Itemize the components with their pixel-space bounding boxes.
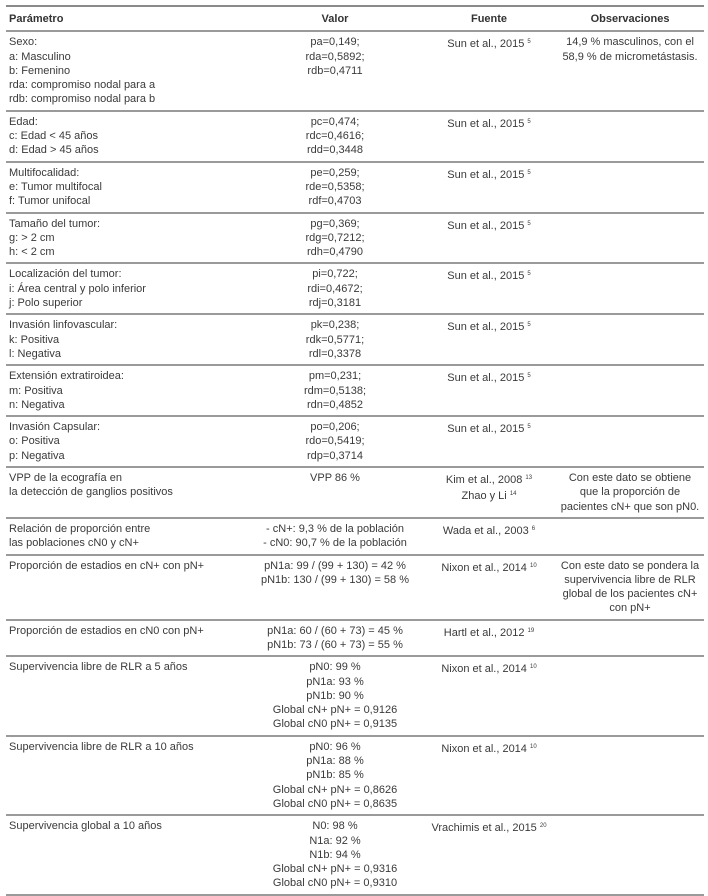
table-row — [6, 263, 704, 314]
value-cell-line: rdk=0,5771; — [305, 333, 365, 346]
observations-cell-line: 58,9 % de micrometástasis. — [562, 50, 698, 63]
source-text: Nixon et al., 2014 — [441, 742, 527, 755]
value-cell-line: N1a: 92 % — [309, 834, 361, 847]
source-text: Sun et al., 2015 — [447, 219, 525, 232]
source-citation — [425, 471, 553, 487]
source-citation — [425, 660, 553, 676]
value-cell-line: pN1a: 88 % — [306, 755, 364, 768]
reference-number: 5 — [527, 424, 531, 431]
value-cell-line: VPP 86 % — [310, 472, 360, 485]
value-cell-line: pm=0,231; — [308, 370, 362, 383]
value-cell-line: pN1b: 85 % — [306, 769, 364, 782]
parameter-cell-line: Tamaño del tumor: — [9, 217, 101, 230]
source-cell — [422, 213, 556, 264]
parameter-cell — [6, 815, 248, 894]
table-row — [6, 620, 704, 657]
parameter-cell — [6, 736, 248, 815]
observations-cell — [556, 314, 704, 365]
reference-number: 20 — [539, 823, 547, 830]
source-cell — [422, 467, 556, 518]
source-text: Sun et al., 2015 — [447, 321, 525, 334]
table-row — [6, 736, 704, 815]
source-text: Sun et al., 2015 — [447, 117, 525, 130]
source-text: Sun et al., 2015 — [447, 270, 525, 283]
reference-number: 13 — [525, 475, 533, 482]
value-cell — [248, 815, 422, 894]
value-cell-line: rdg=0,7212; — [305, 231, 365, 244]
value-cell-line: Global cN+ pN+ = 0,9126 — [272, 704, 398, 717]
parameter-cell-line: m: Positiva — [9, 384, 63, 397]
value-cell — [248, 31, 422, 110]
value-cell-line: rdh=0,4790 — [307, 246, 363, 259]
source-text: Sun et al., 2015 — [447, 423, 525, 436]
observations-cell-line: Con este dato se pondera la — [560, 559, 700, 572]
observations-cell — [556, 162, 704, 213]
value-cell — [248, 213, 422, 264]
source-citation — [425, 217, 553, 233]
value-cell-line: pe=0,259; — [310, 166, 360, 179]
source-text: Kim et al., 2008 — [445, 474, 523, 487]
reference-number: 14 — [509, 491, 517, 498]
parameter-cell — [6, 518, 248, 555]
table-row — [6, 31, 704, 110]
source-cell — [422, 365, 556, 416]
value-cell — [248, 314, 422, 365]
reference-number: 19 — [527, 627, 535, 634]
parameter-cell-line: Invasión linfovascular: — [9, 319, 118, 332]
observations-cell — [556, 656, 704, 735]
value-cell-line: rdf=0,4703 — [308, 195, 362, 208]
source-citation — [425, 35, 553, 51]
value-cell-line: rdc=0,4616; — [305, 130, 365, 143]
observations-cell-line: 14,9 % masculinos, con el — [566, 36, 694, 49]
source-text: Vrachimis et al., 2015 — [431, 822, 537, 835]
reference-number: 10 — [530, 664, 537, 671]
parameter-cell-line: o: Positiva — [9, 435, 60, 448]
parameter-cell — [6, 656, 248, 735]
parameter-cell-line: Relación de proporción entre — [9, 522, 151, 535]
table-row — [6, 314, 704, 365]
source-text: Sun et al., 2015 — [447, 168, 525, 181]
parameter-cell-line: Supervivencia libre de RLR a 10 años — [9, 740, 194, 753]
parameter-cell — [6, 620, 248, 657]
source-cell — [422, 555, 556, 620]
table-row — [6, 518, 704, 555]
parameter-cell-line: Extensión extratiroidea: — [9, 370, 124, 383]
parameter-cell — [6, 162, 248, 213]
parameter-cell-line: p: Negativa — [9, 449, 65, 462]
parameter-cell-line: Supervivencia global a 10 años — [9, 820, 162, 833]
observations-cell — [556, 111, 704, 162]
observations-cell — [556, 555, 704, 620]
observations-cell-line: supervivencia libre de RLR — [564, 573, 696, 586]
value-cell-line: Global cN+ pN+ = 0,8626 — [272, 783, 398, 796]
value-cell-line: rdn=0,4852 — [307, 398, 363, 411]
source-cell — [422, 518, 556, 555]
source-citation — [425, 559, 553, 575]
table-row — [6, 365, 704, 416]
reference-number: 5 — [527, 220, 531, 227]
observations-cell — [556, 620, 704, 657]
source-text: Wada et al., 2003 — [442, 524, 529, 537]
value-cell-line: rdo=0,5419; — [305, 435, 365, 448]
table-row — [6, 111, 704, 162]
value-cell-line: N0: 98 % — [312, 820, 358, 833]
observations-cell — [556, 365, 704, 416]
parameter-cell — [6, 467, 248, 518]
parameter-cell — [6, 111, 248, 162]
source-citation — [425, 487, 553, 503]
value-cell — [248, 111, 422, 162]
source-text: Hartl et al., 2012 — [443, 626, 525, 639]
source-cell — [422, 314, 556, 365]
parameter-cell-line: i: Área central y polo inferior — [9, 282, 146, 295]
header-fuente: Fuente — [422, 6, 556, 31]
parameter-cell-line: Proporción de estadios en cN+ con pN+ — [9, 559, 205, 572]
value-cell — [248, 416, 422, 467]
parameter-cell-line: c: Edad < 45 años — [9, 130, 98, 143]
source-cell — [422, 815, 556, 894]
parameter-cell-line: Invasión Capsular: — [9, 421, 101, 434]
observations-cell-line: pacientes cN+ que son pN0. — [560, 500, 700, 513]
value-cell — [248, 555, 422, 620]
source-text: Sun et al., 2015 — [447, 38, 525, 51]
value-cell-line: pN0: 99 % — [309, 661, 361, 674]
observations-cell-line: con pN+ — [609, 602, 651, 615]
value-cell-line: pk=0,238; — [310, 319, 360, 332]
source-cell — [422, 620, 556, 657]
source-cell — [422, 416, 556, 467]
value-cell-line: pN1a: 93 % — [306, 675, 364, 688]
parameter-cell-line: e: Tumor multifocal — [9, 180, 102, 193]
source-cell — [422, 656, 556, 735]
parameter-cell-line: h: < 2 cm — [9, 246, 55, 259]
value-cell-line: pi=0,722; — [312, 268, 358, 281]
parameter-cell-line: d: Edad > 45 años — [9, 144, 99, 157]
parameter-cell — [6, 365, 248, 416]
parameter-cell-line: a: Masculino — [9, 50, 71, 63]
reference-number: 5 — [527, 39, 531, 46]
parameter-cell-line: l: Negativa — [9, 347, 61, 360]
parameter-cell-line: la detección de ganglios positivos — [9, 486, 173, 499]
value-cell-line: rdd=0,3448 — [307, 144, 363, 157]
value-cell — [248, 365, 422, 416]
reference-number: 5 — [527, 118, 531, 125]
value-cell-line: pc=0,474; — [310, 115, 360, 128]
source-citation — [425, 166, 553, 182]
source-cell — [422, 111, 556, 162]
table-header-row — [6, 6, 704, 31]
value-cell-line: Global cN0 pN+ = 0,9135 — [272, 718, 398, 731]
table-row — [6, 467, 704, 518]
source-citation — [425, 318, 553, 334]
observations-cell — [556, 467, 704, 518]
source-citation — [425, 624, 553, 640]
table-row — [6, 416, 704, 467]
value-cell-line: rda=0,5892; — [305, 50, 365, 63]
observations-cell — [556, 736, 704, 815]
value-cell-line: rdi=0,4672; — [307, 282, 363, 295]
parameters-table — [6, 5, 704, 896]
reference-number: 5 — [527, 169, 531, 176]
source-cell — [422, 162, 556, 213]
value-cell-line: rdp=0,3714 — [307, 449, 363, 462]
table-row — [6, 213, 704, 264]
value-cell — [248, 656, 422, 735]
parameter-cell-line: las poblaciones cN0 y cN+ — [9, 537, 139, 550]
value-cell — [248, 263, 422, 314]
value-cell — [248, 620, 422, 657]
parameter-cell-line: Proporción de estadios en cN0 con pN+ — [9, 624, 204, 637]
source-citation — [425, 267, 553, 283]
parameter-cell-line: k: Positiva — [9, 333, 60, 346]
reference-number: 5 — [527, 322, 531, 329]
value-cell — [248, 467, 422, 518]
parameter-cell — [6, 31, 248, 110]
parameter-cell-line: f: Tumor unifocal — [9, 195, 91, 208]
observations-cell — [556, 416, 704, 467]
reference-number: 5 — [527, 271, 531, 278]
parameter-cell-line: Supervivencia libre de RLR a 5 años — [9, 661, 188, 674]
value-cell-line: po=0,206; — [310, 421, 360, 434]
header-parametro: Parámetro — [6, 6, 248, 31]
observations-cell — [556, 213, 704, 264]
source-cell — [422, 736, 556, 815]
value-cell-line: - cN0: 90,7 % de la población — [263, 537, 407, 550]
value-cell-line: rdb=0,4711 — [307, 64, 363, 77]
source-text: Zhao y Li — [461, 490, 507, 503]
parameter-cell-line: rdb: compromiso nodal para b — [9, 93, 156, 106]
table-row — [6, 656, 704, 735]
observations-cell — [556, 815, 704, 894]
value-cell-line: pN1a: 99 / (99 + 130) = 42 % — [264, 559, 406, 572]
parameter-cell-line: g: > 2 cm — [9, 231, 55, 244]
parameter-cell — [6, 213, 248, 264]
reference-number: 10 — [530, 562, 537, 569]
value-cell-line: pN1b: 130 / (99 + 130) = 58 % — [261, 573, 409, 586]
parameter-cell-line: Sexo: — [9, 36, 38, 49]
reference-number: 10 — [530, 743, 537, 750]
value-cell — [248, 736, 422, 815]
value-cell-line: Global cN0 pN+ = 0,8635 — [272, 797, 398, 810]
parameter-cell — [6, 314, 248, 365]
parameter-cell-line: n: Negativa — [9, 398, 65, 411]
reference-number: 5 — [527, 373, 531, 380]
value-cell-line: pN1b: 73 / (60 + 73) = 55 % — [267, 638, 403, 651]
value-cell — [248, 162, 422, 213]
source-text: Nixon et al., 2014 — [441, 663, 527, 676]
value-cell-line: pa=0,149; — [310, 36, 360, 49]
table-row — [6, 162, 704, 213]
header-observaciones: Observaciones — [556, 6, 704, 31]
source-citation — [425, 819, 553, 835]
value-cell-line: rdj=0,3181 — [308, 297, 362, 310]
source-citation — [425, 522, 553, 538]
value-cell-line: Global cN0 pN+ = 0,9310 — [272, 877, 398, 890]
parameter-cell-line: Multifocalidad: — [9, 166, 80, 179]
source-citation — [425, 420, 553, 436]
value-cell-line: rdl=0,3378 — [308, 347, 362, 360]
source-cell — [422, 31, 556, 110]
header-valor: Valor — [248, 6, 422, 31]
source-cell — [422, 263, 556, 314]
observations-cell-line: Con este dato se obtiene — [568, 472, 692, 485]
value-cell-line: - cN+: 9,3 % de la población — [266, 522, 404, 535]
parameter-cell-line: b: Femenino — [9, 64, 71, 77]
value-cell — [248, 518, 422, 555]
source-citation — [425, 369, 553, 385]
source-citation — [425, 740, 553, 756]
source-text: Sun et al., 2015 — [447, 372, 525, 385]
parameter-cell-line: j: Polo superior — [9, 297, 83, 310]
value-cell-line: pN1b: 90 % — [306, 689, 364, 702]
parameter-cell-line: VPP de la ecografía en — [9, 472, 122, 485]
value-cell-line: N1b: 94 % — [309, 848, 361, 861]
value-cell-line: pN1a: 60 / (60 + 73) = 45 % — [267, 624, 403, 637]
parameter-cell-line: rda: compromiso nodal para a — [9, 79, 156, 92]
parameter-cell — [6, 263, 248, 314]
source-text: Nixon et al., 2014 — [441, 561, 527, 574]
value-cell-line: pN0: 96 % — [309, 740, 361, 753]
observations-cell — [556, 263, 704, 314]
value-cell-line: Global cN+ pN+ = 0,9316 — [272, 863, 398, 876]
reference-number: 6 — [531, 525, 536, 532]
observations-cell — [556, 31, 704, 110]
source-citation — [425, 115, 553, 131]
observations-cell-line: global de los pacientes cN+ — [562, 588, 698, 601]
table-row — [6, 555, 704, 620]
value-cell-line: rde=0,5358; — [305, 180, 365, 193]
parameter-cell — [6, 416, 248, 467]
observations-cell-line: que la proporción de — [579, 486, 681, 499]
value-cell-line: pg=0,369; — [310, 217, 360, 230]
value-cell-line: rdm=0,5138; — [303, 384, 367, 397]
parameter-cell-line: Localización del tumor: — [9, 268, 122, 281]
parameter-cell-line: Edad: — [9, 115, 38, 128]
parameter-cell — [6, 555, 248, 620]
observations-cell — [556, 518, 704, 555]
table-row — [6, 815, 704, 894]
